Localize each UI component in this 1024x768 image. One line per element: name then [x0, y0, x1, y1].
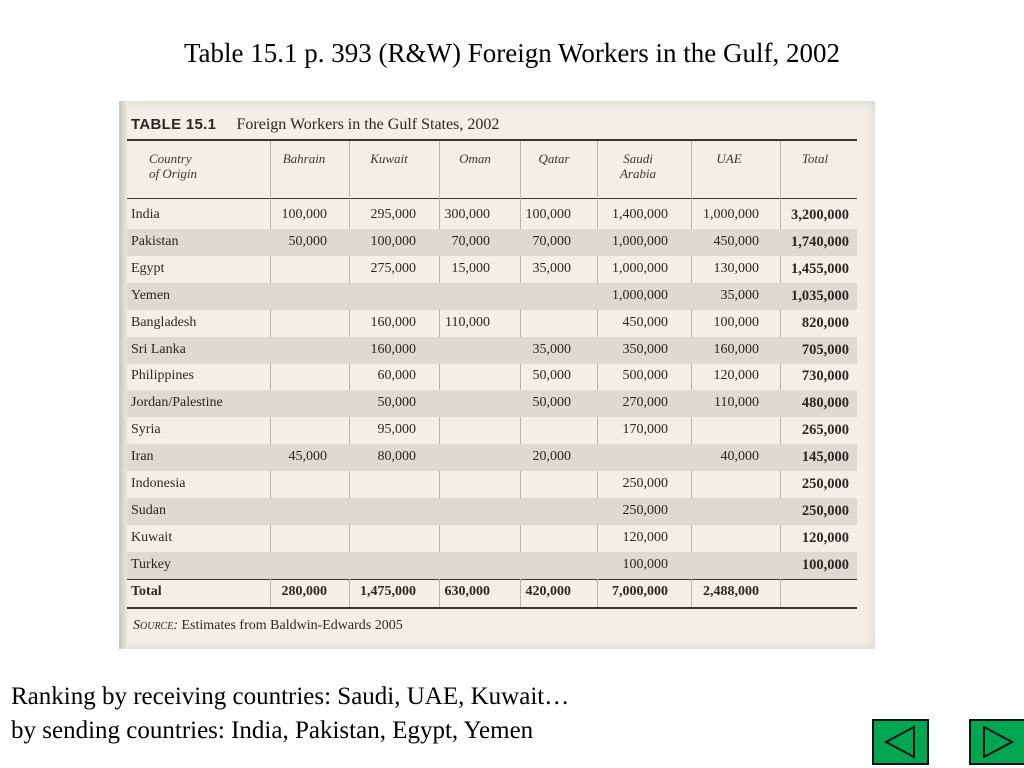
scanned-table-image	[119, 101, 875, 649]
table-row	[127, 525, 857, 552]
ranking-receiving-line: Ranking by receiving countries: Saudi, UAE, Kuwait…	[11, 683, 570, 710]
table-row	[127, 498, 857, 525]
column-header-origin	[149, 151, 229, 181]
column-header-qatar	[518, 151, 590, 166]
table-total-row	[127, 579, 857, 606]
column-header-line: UAE	[716, 151, 742, 166]
value-cell-bahrain: 50,000	[288, 233, 327, 249]
value-cell-oman: 70,000	[451, 233, 490, 249]
table-number: TABLE 15.1	[131, 116, 217, 133]
column-header-bahrain	[267, 151, 341, 166]
value-cell-qatar: 50,000	[532, 395, 571, 411]
column-header-line: Kuwait	[370, 151, 408, 166]
value-cell-oman: 110,000	[445, 314, 490, 330]
triangle-left-icon	[874, 721, 927, 763]
value-cell-total: 705,000	[801, 341, 849, 358]
table-row	[127, 337, 857, 364]
table-top-rule	[127, 139, 857, 141]
table-caption: Foreign Workers in the Gulf States, 2002	[236, 116, 500, 133]
value-cell-uae: 450,000	[713, 233, 759, 249]
column-header-oman	[437, 151, 513, 166]
value-cell-kuwait: 50,000	[377, 395, 416, 411]
country-cell: Yemen	[131, 287, 171, 303]
value-cell-total: 480,000	[801, 395, 849, 412]
table-row	[127, 229, 857, 256]
value-cell-uae: 1,000,000	[703, 207, 759, 222]
value-cell-kuwait: 160,000	[370, 314, 416, 330]
value-cell-total: 820,000	[801, 314, 849, 331]
value-cell-oman: 15,000	[451, 260, 490, 276]
table-row	[127, 471, 857, 498]
value-cell-uae: 130,000	[713, 260, 759, 276]
value-cell-kuwait: 80,000	[377, 449, 416, 465]
value-cell-saudi: 1,000,000	[612, 287, 668, 303]
table-bottom-rule	[127, 607, 857, 609]
value-cell-uae: 120,000	[713, 368, 759, 384]
country-cell: Philippines	[131, 368, 195, 384]
ranking-sending-line: by sending countries: India, Pakistan, Egypt, Yemen	[11, 717, 534, 744]
value-cell-total: 265,000	[801, 422, 849, 439]
ranking-notes	[11, 680, 569, 748]
value-cell-total: 730,000	[801, 368, 849, 385]
value-cell-total: 1,035,000	[791, 287, 849, 304]
value-cell-oman: 300,000	[444, 207, 490, 222]
table-source	[133, 618, 403, 634]
value-cell-total: 1,455,000	[791, 260, 849, 277]
value-cell-uae: 35,000	[720, 287, 759, 303]
value-cell-oman: 630,000	[444, 583, 490, 599]
value-cell-total: 250,000	[801, 476, 849, 492]
value-cell-uae: 110,000	[714, 395, 759, 411]
value-cell-qatar: 100,000	[525, 207, 571, 222]
country-cell: Jordan/Palestine	[131, 395, 223, 411]
value-cell-bahrain: 45,000	[288, 449, 327, 465]
country-cell: Kuwait	[131, 529, 173, 545]
value-cell-total: 100,000	[801, 556, 849, 573]
slide-title: Table 15.1 p. 393 (R&W) Foreign Workers in the Gulf, 2002	[183, 38, 841, 68]
value-cell-total: 3,200,000	[791, 207, 849, 223]
value-cell-bahrain: 100,000	[281, 207, 327, 222]
table-row	[127, 310, 857, 337]
value-cell-saudi: 1,000,000	[612, 260, 668, 276]
column-header-saudi	[595, 151, 681, 181]
value-cell-qatar: 20,000	[532, 449, 571, 465]
value-cell-saudi: 1,000,000	[612, 233, 668, 249]
table-label	[131, 114, 499, 134]
value-cell-uae: 2,488,000	[703, 583, 759, 599]
column-header-line: Saudi	[623, 151, 653, 166]
value-cell-qatar: 70,000	[532, 233, 571, 249]
table-row	[127, 283, 857, 310]
column-header-line: Qatar	[538, 151, 570, 166]
value-cell-bahrain: 280,000	[281, 583, 327, 599]
country-cell: Indonesia	[131, 476, 186, 491]
table-row	[127, 202, 857, 229]
previous-slide-button[interactable]	[872, 719, 929, 765]
value-cell-total: 250,000	[801, 502, 849, 519]
table-row	[127, 256, 857, 283]
value-cell-saudi: 7,000,000	[612, 583, 668, 599]
source-label: Source:	[133, 618, 178, 633]
table-row	[127, 552, 857, 579]
column-header-line: Bahrain	[282, 151, 326, 166]
country-cell: Sudan	[131, 502, 166, 518]
value-cell-saudi: 250,000	[622, 502, 668, 518]
country-cell: Pakistan	[131, 233, 179, 249]
value-cell-saudi: 350,000	[622, 341, 668, 357]
value-cell-kuwait: 160,000	[370, 341, 416, 357]
value-cell-saudi: 250,000	[622, 476, 668, 491]
country-cell: India	[131, 207, 160, 222]
value-cell-qatar: 420,000	[525, 583, 571, 599]
country-cell: Iran	[131, 449, 154, 465]
value-cell-qatar: 35,000	[532, 341, 571, 357]
column-header-line: Total	[801, 151, 829, 166]
value-cell-kuwait: 100,000	[370, 233, 416, 249]
value-cell-saudi: 170,000	[622, 422, 668, 438]
value-cell-saudi: 1,400,000	[612, 207, 668, 222]
column-header-total	[779, 151, 851, 166]
value-cell-uae: 160,000	[713, 341, 759, 357]
table-row	[127, 417, 857, 444]
column-header-line: Oman	[459, 151, 491, 166]
country-cell: Bangladesh	[131, 314, 197, 330]
country-cell: Syria	[131, 422, 161, 438]
value-cell-total: 1,740,000	[791, 233, 849, 250]
country-cell: Total	[131, 583, 162, 599]
value-cell-saudi: 500,000	[622, 368, 668, 384]
column-header-kuwait	[347, 151, 431, 166]
value-cell-kuwait: 60,000	[377, 368, 416, 384]
next-slide-button[interactable]	[969, 719, 1024, 765]
table-row	[127, 390, 857, 417]
column-header-line: of Origin	[149, 166, 198, 181]
value-cell-saudi: 450,000	[622, 314, 668, 330]
country-cell: Egypt	[131, 260, 165, 276]
value-cell-saudi: 100,000	[622, 556, 668, 572]
value-cell-kuwait: 95,000	[377, 422, 416, 438]
country-cell: Sri Lanka	[131, 341, 186, 357]
value-cell-total: 120,000	[801, 529, 849, 546]
value-cell-kuwait: 295,000	[370, 207, 416, 222]
source-text: Estimates from Baldwin-Edwards 2005	[181, 618, 403, 633]
value-cell-saudi: 270,000	[622, 395, 668, 411]
column-header-line: Country	[149, 151, 192, 166]
value-cell-total: 145,000	[801, 449, 849, 466]
table-row	[127, 363, 857, 390]
table-row	[127, 444, 857, 471]
table-header-rule	[127, 198, 857, 199]
value-cell-uae: 100,000	[713, 314, 759, 330]
column-header-uae	[689, 151, 769, 166]
value-cell-saudi: 120,000	[622, 529, 668, 545]
value-cell-qatar: 50,000	[532, 368, 571, 384]
value-cell-qatar: 35,000	[532, 260, 571, 276]
value-cell-kuwait: 1,475,000	[360, 583, 416, 599]
value-cell-kuwait: 275,000	[370, 260, 416, 276]
country-cell: Turkey	[131, 556, 171, 572]
triangle-right-icon	[971, 721, 1024, 763]
value-cell-uae: 40,000	[720, 449, 759, 465]
column-header-line: Arabia	[619, 166, 657, 181]
